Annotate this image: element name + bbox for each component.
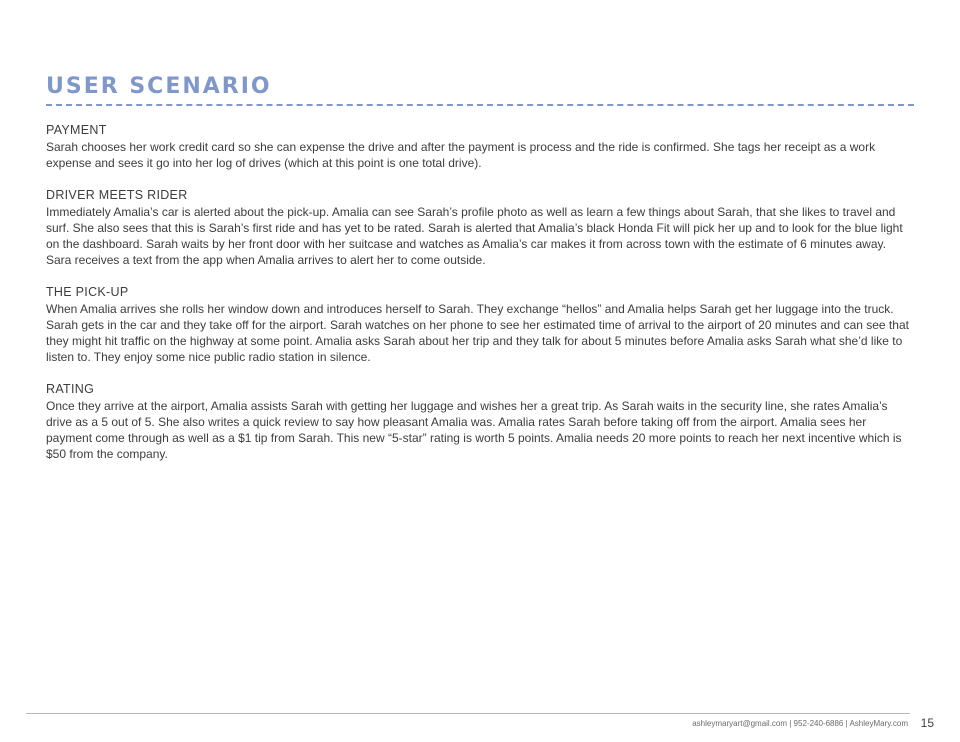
section-heading: DRIVER MEETS RIDER <box>46 188 188 202</box>
section-body: Immediately Amalia’s car is alerted about the pick-up. Amalia can see Sarah’s profile photo as well as learn a few things about Sarah, that she likes to travel and surf. She also sees that this is Sarah’s first ride and has yet to be rated. Sarah is alerted that Amalia’s black Honda Fit will pick her up and to look for the blue light on the dashboard. Sarah waits by her front door with her suitcase and watches as Amalia’s car makes it from across town with the estimate of 6 minutes away. Sara receives a text from the app when Amalia arrives to alert her to come outside. <box>46 205 903 267</box>
section-heading: RATING <box>46 382 95 396</box>
scenario-content <box>46 122 912 478</box>
section-heading: PAYMENT <box>46 123 107 137</box>
page-number: 15 <box>920 716 934 730</box>
section-body: When Amalia arrives she rolls her window down and introduces herself to Sarah. They exchange “hellos” and Amalia helps Sarah get her luggage into the truck. Sarah gets in the car and they take off for the airport. Sarah watches on her phone to see her estimated time of arrival to the airport of 20 minutes and can see that they might hit traffic on the highway at some point. Amalia asks Sarah about her trip and they talk for about 5 minutes before Amalia asks Sarah what she’d like to listen to. They enjoy some nice public radio station in silence. <box>46 302 909 364</box>
footer-divider <box>26 713 910 714</box>
page-title: USER SCENARIO <box>46 74 272 99</box>
section-body: Once they arrive at the airport, Amalia assists Sarah with getting her luggage and wishes her a great trip. As Sarah waits in the security line, she rates Amalia’s drive as a 5 out of 5. She also writes a quick review to say how pleasant Amalia was. Amalia rates Sarah before taking off from the airport. Amalia sees her payment come through as well as a $1 tip from Sarah. This new “5-star” rating is worth 5 points. Amalia needs 20 more points to reach her next incentive which is $50 from the company. <box>46 399 902 461</box>
section-heading: THE PICK-UP <box>46 285 129 299</box>
section-rating <box>46 381 912 462</box>
section-pick-up <box>46 284 912 365</box>
section-payment <box>46 122 912 171</box>
section-driver-meets-rider <box>46 187 912 268</box>
section-body: Sarah chooses her work credit card so she can expense the drive and after the payment is process and the ride is confirmed. She tags her receipt as a work expense and sees it go into her log of drives (which at this point is one total drive). <box>46 140 876 170</box>
title-divider <box>46 104 914 106</box>
footer-contact: ashleymaryart@gmail.com | 952-240-6886 | AshleyMary.com <box>692 719 908 728</box>
